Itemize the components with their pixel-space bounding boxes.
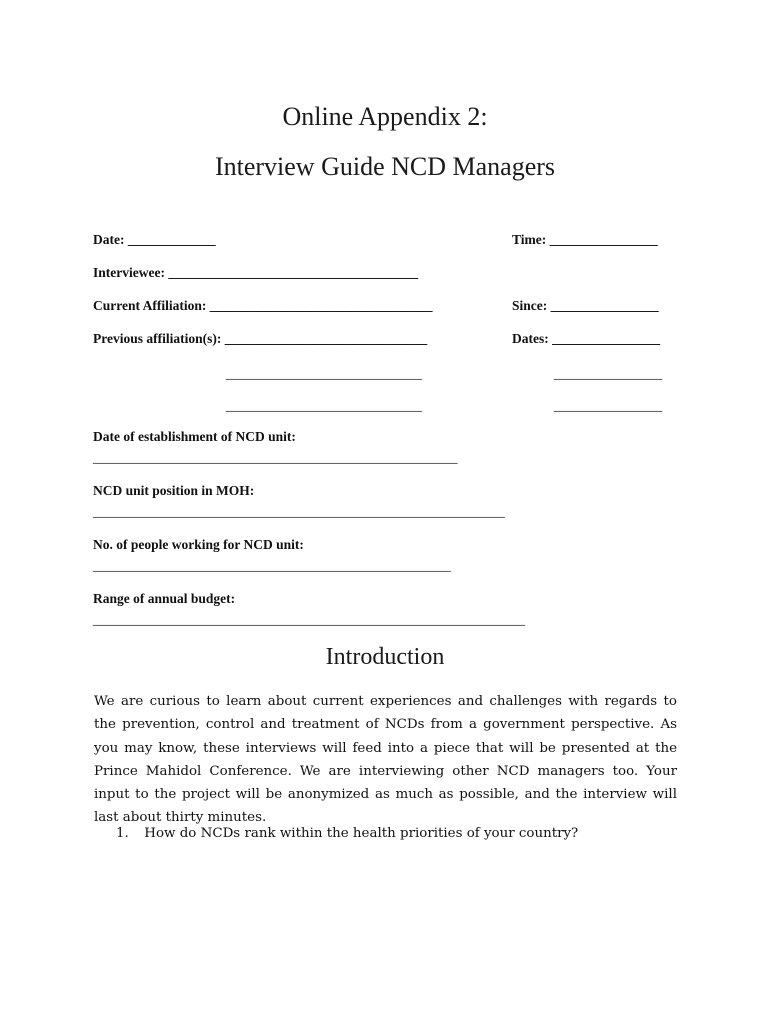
document-subtitle: Interview Guide NCD Managers — [214, 152, 556, 181]
question-number: 1. — [116, 826, 129, 841]
position-label: NCD unit position in MOH: — [93, 483, 255, 498]
since-field[interactable]: Since: ________________ — [512, 298, 659, 313]
previous-affiliations-field[interactable]: Previous affiliation(s): ______________________________ — [93, 331, 428, 346]
dates-line-3[interactable]: ________________ — [554, 398, 662, 413]
document-title: Online Appendix 2: — [282, 102, 488, 131]
establishment-label: Date of establishment of NCD unit: — [93, 429, 296, 444]
current-affiliation-field[interactable]: Current Affiliation: _________________________________ — [93, 298, 433, 313]
dates-field[interactable]: Dates: ________________ — [512, 331, 661, 346]
interviewee-field[interactable]: Interviewee: _____________________________________ — [93, 265, 419, 280]
introduction-heading: Introduction — [325, 644, 445, 670]
establishment-line[interactable]: ______________________________________________________ — [93, 450, 458, 465]
question-1 — [116, 826, 676, 841]
time-field[interactable]: Time: ________________ — [512, 232, 658, 247]
previous-affiliation-line-3[interactable]: _____________________________ — [226, 398, 422, 413]
dates-line-2[interactable]: ________________ — [554, 366, 662, 381]
previous-affiliation-line-2[interactable]: _____________________________ — [226, 366, 422, 381]
question-text: How do NCDs rank within the health priorities of your country? — [144, 826, 579, 841]
introduction-paragraph: We are curious to learn about current experiences and challenges with regards to the prevention, control and treatment of NCDs from a government perspective. As you may know, these interviews will feed into a piece that will be presented at the Prince Mahidol Conference. We are interviewing other NCD managers too. Your input to the project will be anonymized as much as possible, and the interview will last about thirty minutes. — [94, 694, 677, 826]
position-line[interactable]: _____________________________________________________________ — [93, 504, 505, 519]
people-line[interactable]: _____________________________________________________ — [93, 558, 451, 573]
budget-label: Range of annual budget: — [93, 591, 236, 606]
budget-line[interactable]: ________________________________________________________________ — [93, 612, 525, 627]
people-label: No. of people working for NCD unit: — [93, 537, 304, 552]
date-field[interactable]: Date: _____________ — [93, 232, 216, 247]
